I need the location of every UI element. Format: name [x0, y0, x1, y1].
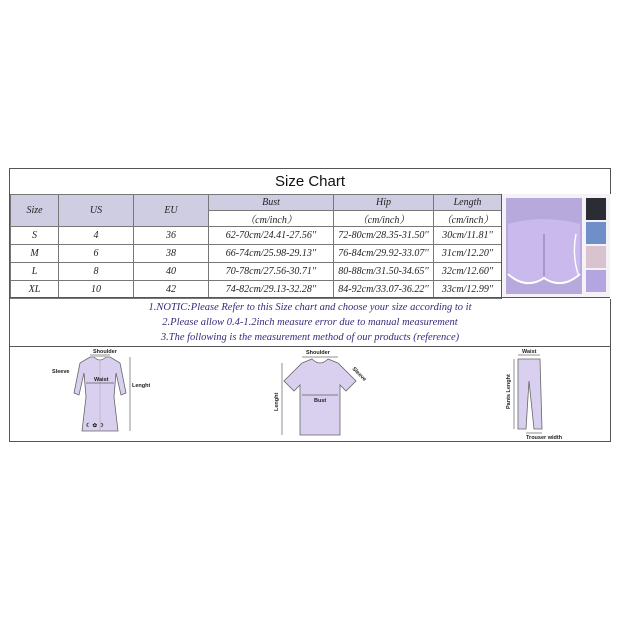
cell-bust: 62-70cm/24.41-27.56'' — [209, 227, 334, 245]
header-row — [11, 195, 502, 211]
dress-shoulder-label: Shoulder — [93, 349, 117, 355]
cell-eu: 42 — [134, 281, 209, 299]
size-table — [10, 194, 502, 299]
cell-size: L — [11, 263, 59, 281]
trousers-waist-label: Waist — [522, 349, 537, 355]
cell-bust: 74-82cm/29.13-32.28'' — [209, 281, 334, 299]
table-row — [11, 281, 502, 299]
cell-bust: 70-78cm/27.56-30.71'' — [209, 263, 334, 281]
trousers-width-label: Trouser width — [526, 435, 563, 441]
notes-section — [10, 297, 610, 347]
dress-sleeve-label: Sleeve — [52, 369, 70, 375]
cell-size: S — [11, 227, 59, 245]
product-photo — [501, 194, 611, 299]
unit-bust: （cm/inch） — [209, 211, 334, 227]
cell-us: 8 — [59, 263, 134, 281]
header-eu: EU — [134, 195, 209, 227]
trousers-diagram — [488, 347, 578, 441]
header-hip: Hip — [334, 195, 434, 211]
header-bust: Bust — [209, 195, 334, 211]
tshirt-sleeve-label: Sleeve — [350, 366, 368, 383]
cell-length: 33cm/12.99'' — [434, 281, 502, 299]
cell-bust: 66-74cm/25.98-29.13'' — [209, 245, 334, 263]
chart-title: Size Chart — [10, 169, 610, 195]
cell-length: 31cm/12.20'' — [434, 245, 502, 263]
cell-size: M — [11, 245, 59, 263]
cell-eu: 40 — [134, 263, 209, 281]
note-line: 2.Please allow 0.4-1.2inch measure error due to manual measurement — [162, 317, 458, 328]
tshirt-shoulder-label: Shoulder — [306, 350, 330, 356]
cell-eu: 36 — [134, 227, 209, 245]
header-length: Length — [434, 195, 502, 211]
cell-eu: 38 — [134, 245, 209, 263]
header-size: Size — [11, 195, 59, 227]
tshirt-bust-label: Bust — [314, 398, 327, 404]
cell-us: 6 — [59, 245, 134, 263]
trousers-length-label: Pants Lenght — [506, 374, 512, 409]
dress-waist-label: Waist — [94, 377, 109, 383]
size-chart — [9, 168, 611, 442]
cell-hip: 80-88cm/31.50-34.65'' — [334, 263, 434, 281]
cell-us: 10 — [59, 281, 134, 299]
cell-size: XL — [11, 281, 59, 299]
table-row — [11, 245, 502, 263]
svg-text:☾ ✿ ☽: ☾ ✿ ☽ — [86, 423, 104, 429]
note-line: 3.The following is the measurement method of our products (reference) — [160, 332, 460, 343]
cell-hip: 72-80cm/28.35-31.50'' — [334, 227, 434, 245]
shorts-photo-image — [502, 194, 610, 298]
dress-diagram — [50, 347, 150, 441]
note-line: 1.NOTIC:Please Refer to this Size chart and choose your size according to it — [148, 302, 472, 313]
dress-length-label: Lenght — [132, 383, 150, 389]
tshirt-diagram — [260, 347, 380, 441]
cell-hip: 76-84cm/29.92-33.07'' — [334, 245, 434, 263]
cell-length: 32cm/12.60'' — [434, 263, 502, 281]
cell-us: 4 — [59, 227, 134, 245]
table-row — [11, 227, 502, 245]
cell-length: 30cm/11.81'' — [434, 227, 502, 245]
tshirt-length-label: Lenght — [274, 392, 280, 411]
unit-length: （cm/inch） — [434, 211, 502, 227]
cell-hip: 84-92cm/33.07-36.22'' — [334, 281, 434, 299]
header-us: US — [59, 195, 134, 227]
unit-hip: （cm/inch） — [334, 211, 434, 227]
table-row — [11, 263, 502, 281]
